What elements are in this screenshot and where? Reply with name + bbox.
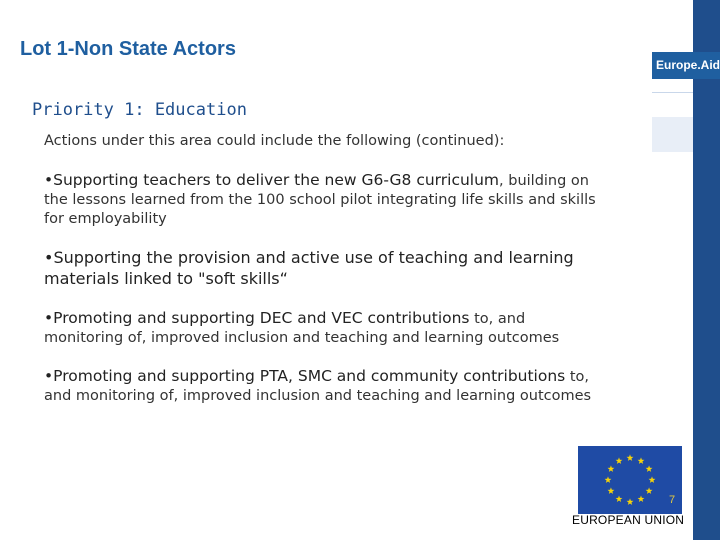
star-icon [616,457,623,464]
section-heading: Priority 1: Education [32,100,247,120]
slide-title: Lot 1-Non State Actors [20,38,236,60]
star-icon [638,495,645,502]
star-icon [605,476,612,483]
page-number: 7 [669,494,676,506]
bullet-lead: •Supporting teachers to deliver the new G6-G8 curriculum [44,171,500,189]
star-icon [646,465,653,472]
star-icon [638,457,645,464]
decorative-block [652,117,693,152]
star-icon [627,454,634,461]
intro-text: Actions under this area could include the following (continued): [44,133,505,149]
star-icon [649,476,656,483]
europeaid-brand: Europe.Aid [652,52,720,79]
bullet-lead: •Promoting and supporting DEC and VEC contributions [44,309,470,327]
bullet-list [44,171,604,425]
eu-label: EUROPEAN UNION [572,513,685,527]
bullet-rest: to, and monitoring of, improved inclusion and teaching and learning outcomes [44,311,560,346]
star-icon [627,498,634,505]
right-accent-bar [693,0,720,540]
bullet-item [44,309,604,348]
star-icon [608,487,615,494]
bullet-lead: •Supporting the provision and active use of teaching and learning materials linked to "soft skills“ [44,248,574,288]
eu-flag-icon [578,446,682,514]
bullet-item [44,248,604,290]
star-icon [608,465,615,472]
bullet-rest: to, and monitoring of, improved inclusion and teaching and learning outcomes [44,369,592,404]
bullet-item [44,367,604,406]
bullet-rest: , building on the lessons learned from the 100 school pilot integrating life skills and skills for employability [44,173,596,227]
bullet-lead: •Promoting and supporting PTA, SMC and community contributions [44,367,566,385]
star-icon [646,487,653,494]
bullet-item [44,171,604,229]
decorative-block [652,92,693,117]
star-icon [616,495,623,502]
